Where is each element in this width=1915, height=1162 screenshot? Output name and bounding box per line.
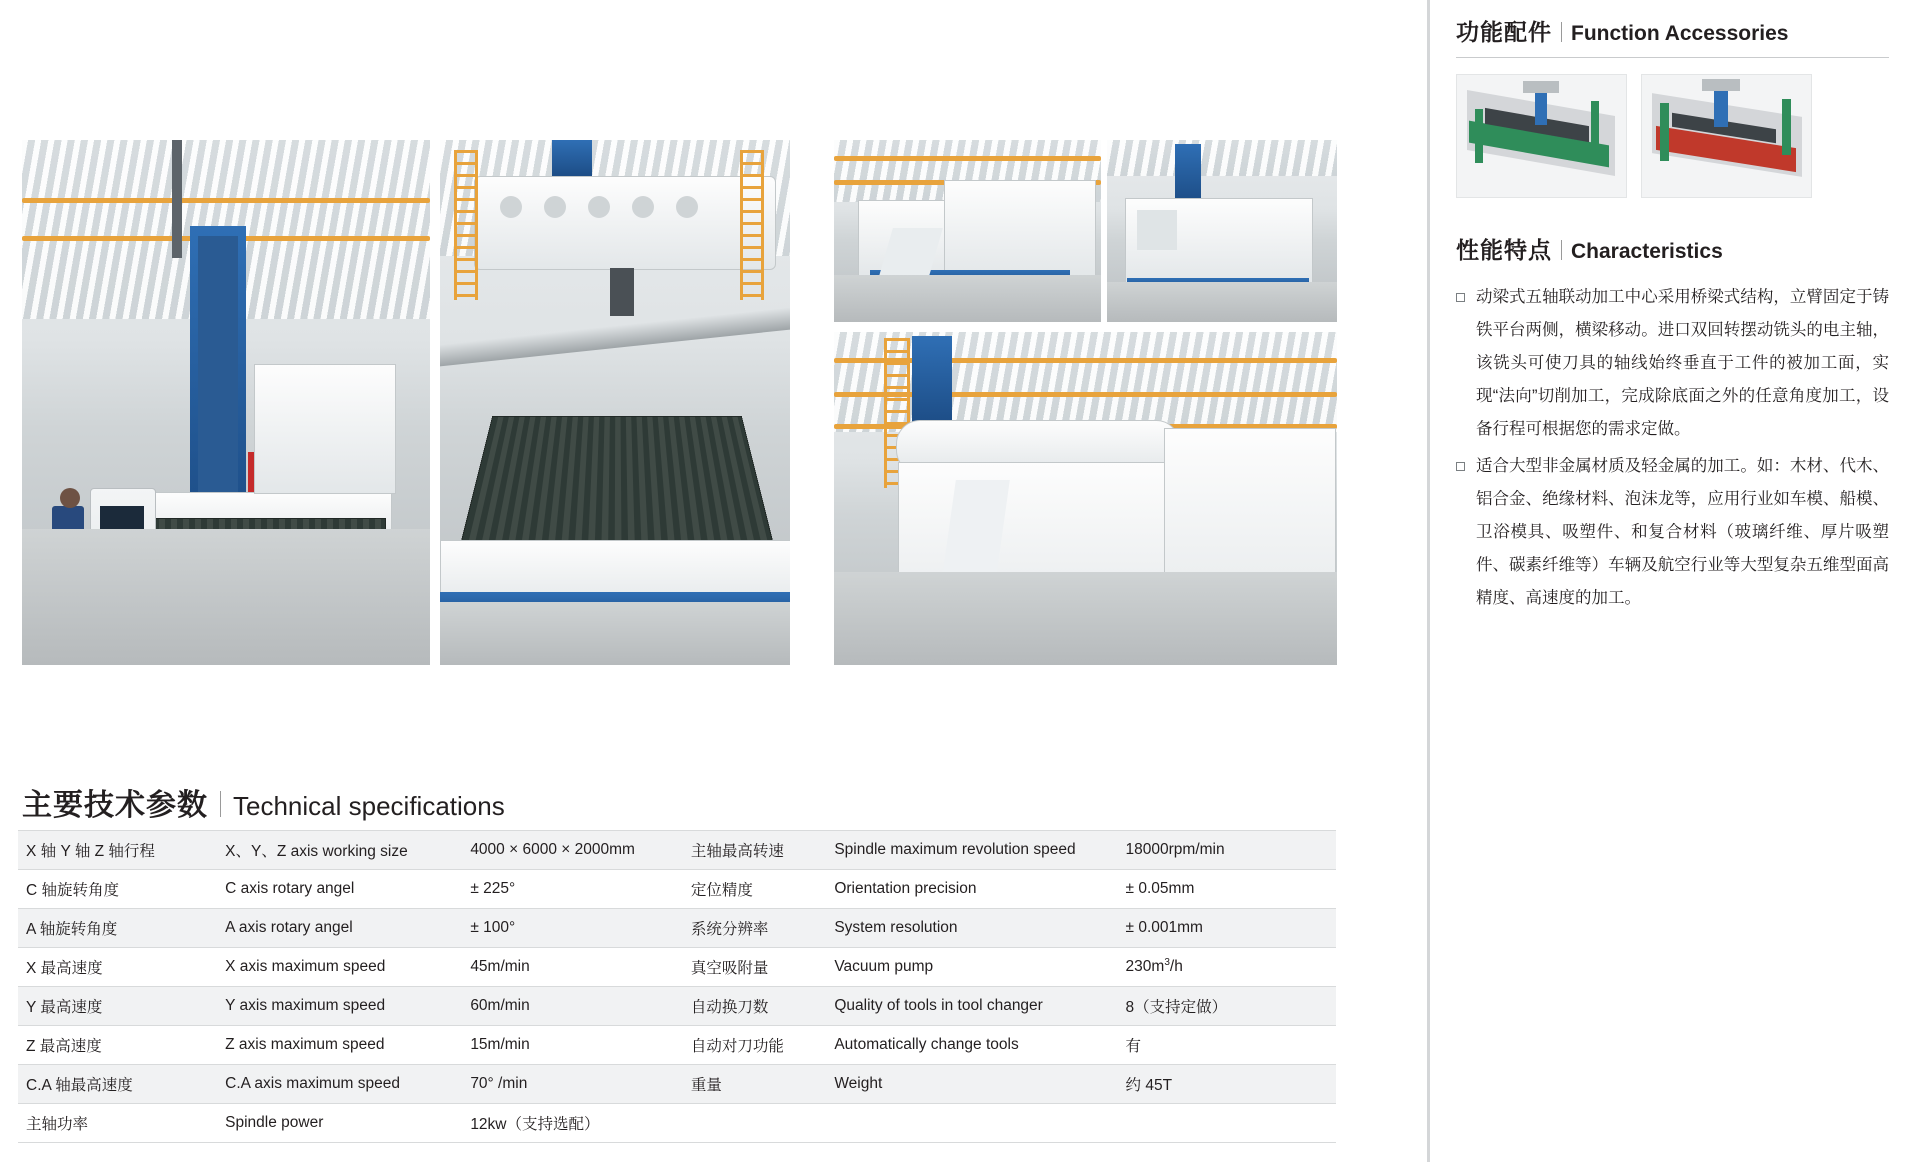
accessory-render-row [1456,74,1889,198]
cell-param-cn-2: 系统分辨率 [683,909,826,948]
cell-value: 12kw（支持选配） [462,1104,683,1143]
photo-full-enclosed-machine [834,332,1337,665]
photo-machine-bed-top-view [440,140,790,665]
cell-param-en: Z axis maximum speed [217,1026,462,1065]
cell-param-en: C axis rotary angel [217,870,462,909]
technical-specifications-heading [22,780,505,824]
photo-gantry-machine-with-operator [22,140,430,665]
cell-param-en-2: Weight [826,1065,1117,1104]
cell-value: 45m/min [462,948,683,987]
list-item: 适合大型非金属材质及轻金属的加工。如：木材、代木、铝合金、绝缘材料、泡沫龙等，应用行业如车模、船模、卫浴模具、吸塑件、和复合材料（玻璃纤维、厚片吸塑件、碳素纤维等）车辆及航空行业等大型复杂五维型面高精度、高速度的加工。 [1456,450,1889,615]
cell-param-cn-2 [683,1104,826,1143]
cell-param-en: A axis rotary angel [217,909,462,948]
table-row [18,987,1336,1026]
cell-param-cn: C 轴旋转角度 [18,870,217,909]
cell-param-cn: A 轴旋转角度 [18,909,217,948]
cell-param-cn: 主轴功率 [18,1104,217,1143]
technical-specifications-title-en: Technical specifications [233,791,505,821]
table-row [18,1065,1336,1104]
cell-param-en-2 [826,1104,1117,1143]
cell-param-en: X、Y、Z axis working size [217,831,462,870]
cell-param-cn-2: 定位精度 [683,870,826,909]
cell-param-en: Y axis maximum speed [217,987,462,1026]
table-row [18,1026,1336,1065]
cell-value-2: $230m^3/h$ [1118,948,1336,987]
function-accessories-title-cn: 功能配件 [1456,19,1552,45]
cell-value: 15m/min [462,1026,683,1065]
cell-param-en-2: Spindle maximum revolution speed [826,831,1117,870]
cell-value: ± 225° [462,870,683,909]
cell-value-2: 8（支持定做） [1118,987,1336,1026]
cell-value-2: ± 0.05mm [1118,870,1336,909]
table-row [18,1104,1336,1143]
photo-gallery [22,140,1337,665]
characteristics-title-en: Characteristics [1571,240,1723,263]
characteristics-list [1456,281,1889,615]
table-row [18,948,1336,987]
machine-render-green [1456,74,1627,198]
heading-separator [220,791,221,817]
photo-machine-frame-assembly [834,140,1101,322]
cell-param-cn-2: 真空吸附量 [683,948,826,987]
cell-param-cn-2: 主轴最高转速 [683,831,826,870]
cell-param-cn: Z 最高速度 [18,1026,217,1065]
cell-param-cn: C.A 轴最高速度 [18,1065,217,1104]
cell-param-en: X axis maximum speed [217,948,462,987]
cell-value: 60m/min [462,987,683,1026]
cell-param-en-2: Automatically change tools [826,1026,1117,1065]
cell-value: 4000 × 6000 × 2000mm [462,831,683,870]
table-row [18,909,1336,948]
cell-param-cn: X 轴 Y 轴 Z 轴行程 [18,831,217,870]
list-item: 动梁式五轴联动加工中心采用桥梁式结构，立臂固定于铸铁平台两侧，横梁移动。进口双回转摆动铣头的电主轴，该铣头可使刀具的轴线始终垂直于工件的被加工面，实现“法向”切削加工，完成除底面之外的任意角度加工，设备行程可根据您的需求定做。 [1456,281,1889,446]
cell-param-en-2: Vacuum pump [826,948,1117,987]
cell-param-en-2: System resolution [826,909,1117,948]
cell-param-cn-2: 自动对刀功能 [683,1026,826,1065]
cell-param-en: Spindle power [217,1104,462,1143]
cell-param-cn-2: 自动换刀数 [683,987,826,1026]
heading-rule [1456,57,1889,58]
cell-param-cn: X 最高速度 [18,948,217,987]
technical-specifications-table [18,830,1336,1143]
function-accessories-heading [1456,14,1889,47]
cell-param-en-2: Orientation precision [826,870,1117,909]
right-sidebar-column [1430,0,1915,1162]
cell-param-cn: Y 最高速度 [18,987,217,1026]
characteristics-title-cn: 性能特点 [1456,237,1552,263]
heading-separator [1561,22,1562,42]
cell-value-2: 18000rpm/min [1118,831,1336,870]
photo-machine-enclosure-side [1107,140,1337,322]
table-row [18,870,1336,909]
machine-render-red [1641,74,1812,198]
cell-value-2: 约 45T [1118,1065,1336,1104]
technical-specifications-title-cn: 主要技术参数 [22,789,208,822]
cell-param-cn-2: 重量 [683,1065,826,1104]
cell-value-2: 有 [1118,1026,1336,1065]
cell-value-2 [1118,1104,1336,1143]
characteristics-heading [1456,232,1889,265]
cell-value: 70° /min [462,1065,683,1104]
cell-value-2: ± 0.001mm [1118,909,1336,948]
cell-param-en-2: Quality of tools in tool changer [826,987,1117,1026]
function-accessories-title-en: Function Accessories [1571,22,1789,45]
table-row [18,831,1336,870]
cell-value: ± 100° [462,909,683,948]
cell-param-en: C.A axis maximum speed [217,1065,462,1104]
heading-separator [1561,240,1562,260]
